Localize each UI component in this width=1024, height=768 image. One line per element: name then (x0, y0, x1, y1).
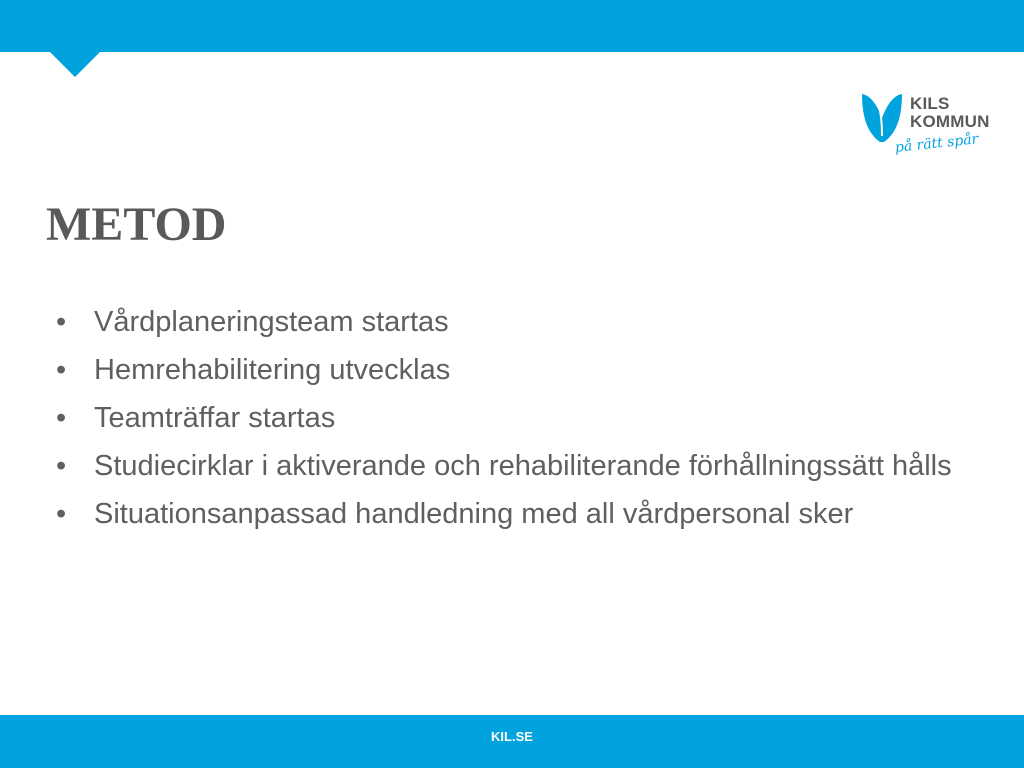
bullet-dot: • (56, 450, 67, 482)
bullet-item (0, 446, 960, 486)
logo-tagline: på rätt spår (894, 131, 980, 156)
bullet-item (0, 398, 960, 438)
bullet-item (0, 494, 960, 534)
bullet-item (0, 302, 960, 342)
bullet-text: Studiecirklar i aktiverande och rehabiliterande förhållningssätt hålls (94, 450, 952, 482)
slide-title: METOD (46, 198, 227, 251)
bullet-list (0, 302, 960, 542)
logo-name: KILS KOMMUN (910, 94, 990, 131)
kils-kommun-v-emblem-icon (860, 92, 904, 144)
bullet-dot: • (56, 498, 67, 530)
bullet-text: Situationsanpassad handledning med all vårdpersonal sker (94, 498, 854, 530)
footer-link[interactable]: KIL.SE (491, 729, 533, 744)
header-bar (0, 0, 1024, 52)
bullet-item (0, 350, 960, 390)
bullet-dot: • (56, 354, 67, 386)
kils-kommun-logo (860, 92, 1000, 172)
bullet-text: Vårdplaneringsteam startas (94, 306, 449, 338)
bullet-text: Teamträffar startas (94, 402, 336, 434)
bullet-text: Hemrehabilitering utvecklas (94, 354, 451, 386)
header-notch (50, 52, 100, 77)
bullet-dot: • (56, 402, 67, 434)
bullet-dot: • (56, 306, 67, 338)
